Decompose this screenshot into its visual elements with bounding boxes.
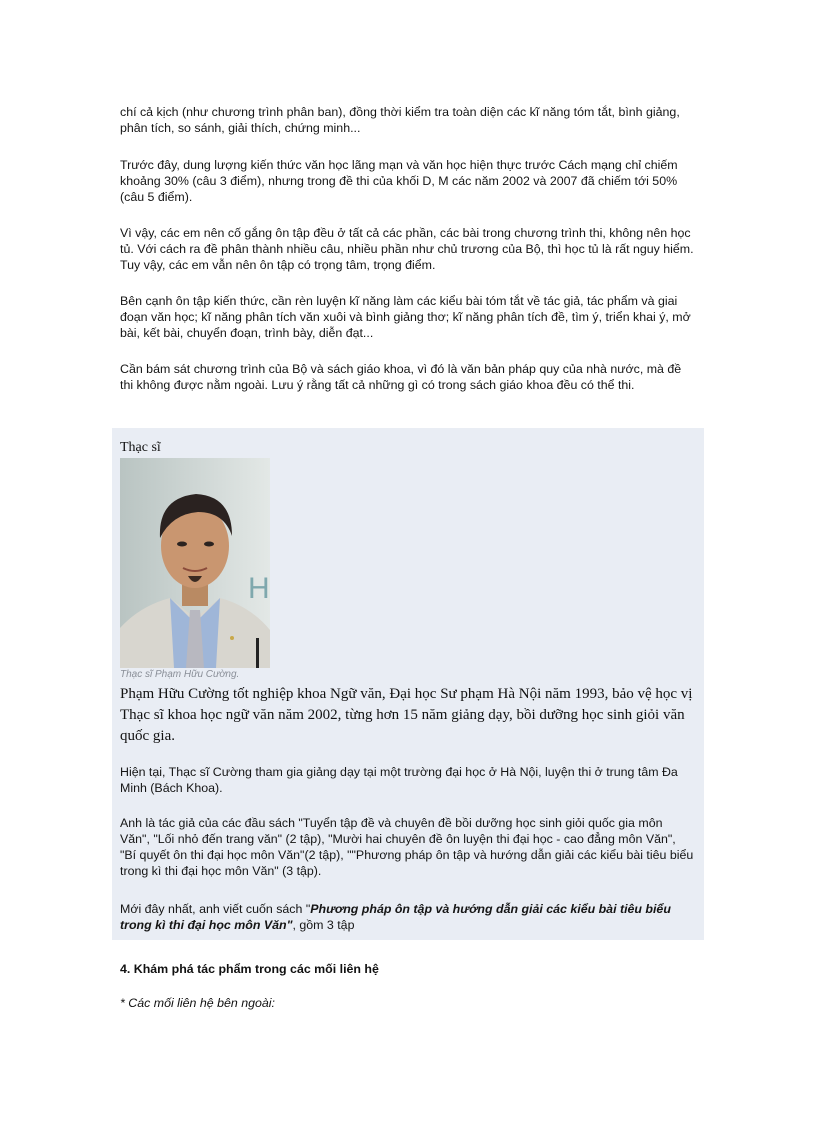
profile-photo [120, 458, 270, 668]
section-heading: 4. Khám phá tác phẩm trong các mối liên hệ [120, 962, 379, 976]
photo-caption: Thạc sĩ Phạm Hữu Cường. [120, 669, 240, 680]
portrait-image [120, 458, 270, 668]
profile-current-work: Hiện tại, Thạc sĩ Cường tham gia giảng dạy tại một trường đại học ở Hà Nội, luyện thi ở trung tâm Đa Minh (Bách Khoa). [120, 765, 678, 795]
latest-book-prefix: Mới đây nhất, anh viết cuốn sách " [120, 902, 311, 916]
section-subheading: * Các mối liên hệ bên ngoài: [120, 996, 275, 1010]
latest-book-suffix: , gồm 3 tập [292, 918, 355, 932]
profile-latest-book [120, 901, 694, 933]
paragraph-skills: Bên cạnh ôn tập kiến thức, cần rèn luyện kĩ năng làm các kiểu bài tóm tắt về tác giả, tác phẩm và giai đoạn văn học; kĩ năng phân tích văn xuôi và bình giảng thơ; kĩ năng phân tích đề, tìm ý, triển khai ý, mở bài, kết bài, chuyển đoạn, trình bày, diễn đạt... [120, 294, 691, 340]
paragraph-content-volume: Trước đây, dung lượng kiến thức văn học lãng mạn và văn học hiện thực trước Cách mạng chỉ chiếm khoảng 30% (câu 3 điểm), nhưng trong đề thi của khối D, M các năm 2002 và 2007 đã chiếm tới 50% (câu 5 điểm). [120, 158, 678, 204]
latest-book-title: Phương pháp ôn tập và hướng dẫn giải các kiểu bài tiêu biểu trong kì thi đại học môn Văn" [120, 902, 671, 932]
paragraph-study-advice: Vì vậy, các em nên cố gắng ôn tập đều ở tất cả các phần, các bài trong chương trình thi, không nên học tủ. Với cách ra đề phân thành nhiều câu, nhiều phần như chủ trương của Bộ, thì học tủ là rất nguy hiểm. Tuy vậy, các em vẫn nên ôn tập có trọng tâm, trọng điểm. [120, 226, 694, 272]
profile-bio: Phạm Hữu Cường tốt nghiệp khoa Ngữ văn, Đại học Sư phạm Hà Nội năm 1993, bảo vệ học vị Thạc sĩ khoa học ngữ văn năm 2002, từng hơn 15 năm giảng dạy, bồi dưỡng học sinh giỏi văn quốc gia. [120, 686, 693, 744]
svg-text:H: H [248, 572, 270, 605]
paragraph-textbook: Cần bám sát chương trình của Bộ và sách giáo khoa, vì đó là văn bản pháp quy của nhà nước, mà đề thi không được nằm ngoài. Lưu ý rằng tất cả những gì có trong sách giáo khoa đều có thể thi. [120, 362, 682, 392]
profile-books: Anh là tác giả của các đầu sách "Tuyển tập đề và chuyên đề bồi dưỡng học sinh giỏi quốc gia môn Văn", "Lối nhỏ đến trang văn" (2 tập), "Mười hai chuyên đề ôn luyện thi đại học - cao đẳng môn Văn", "Bí quyết ôn thi đại học môn Văn"(2 tập), ""Phương pháp ôn tập và hướng dẫn giải các kiểu bài tiêu biểu trong kì thi đại học môn Văn" (3 tập). [120, 816, 694, 878]
paragraph-intro: chí cả kịch (như chương trình phân ban), đồng thời kiểm tra toàn diện các kĩ năng tóm tắt, bình giảng, phân tích, so sánh, giải thích, chứng minh... [120, 105, 680, 135]
profile-label: Thạc sĩ [120, 440, 161, 455]
